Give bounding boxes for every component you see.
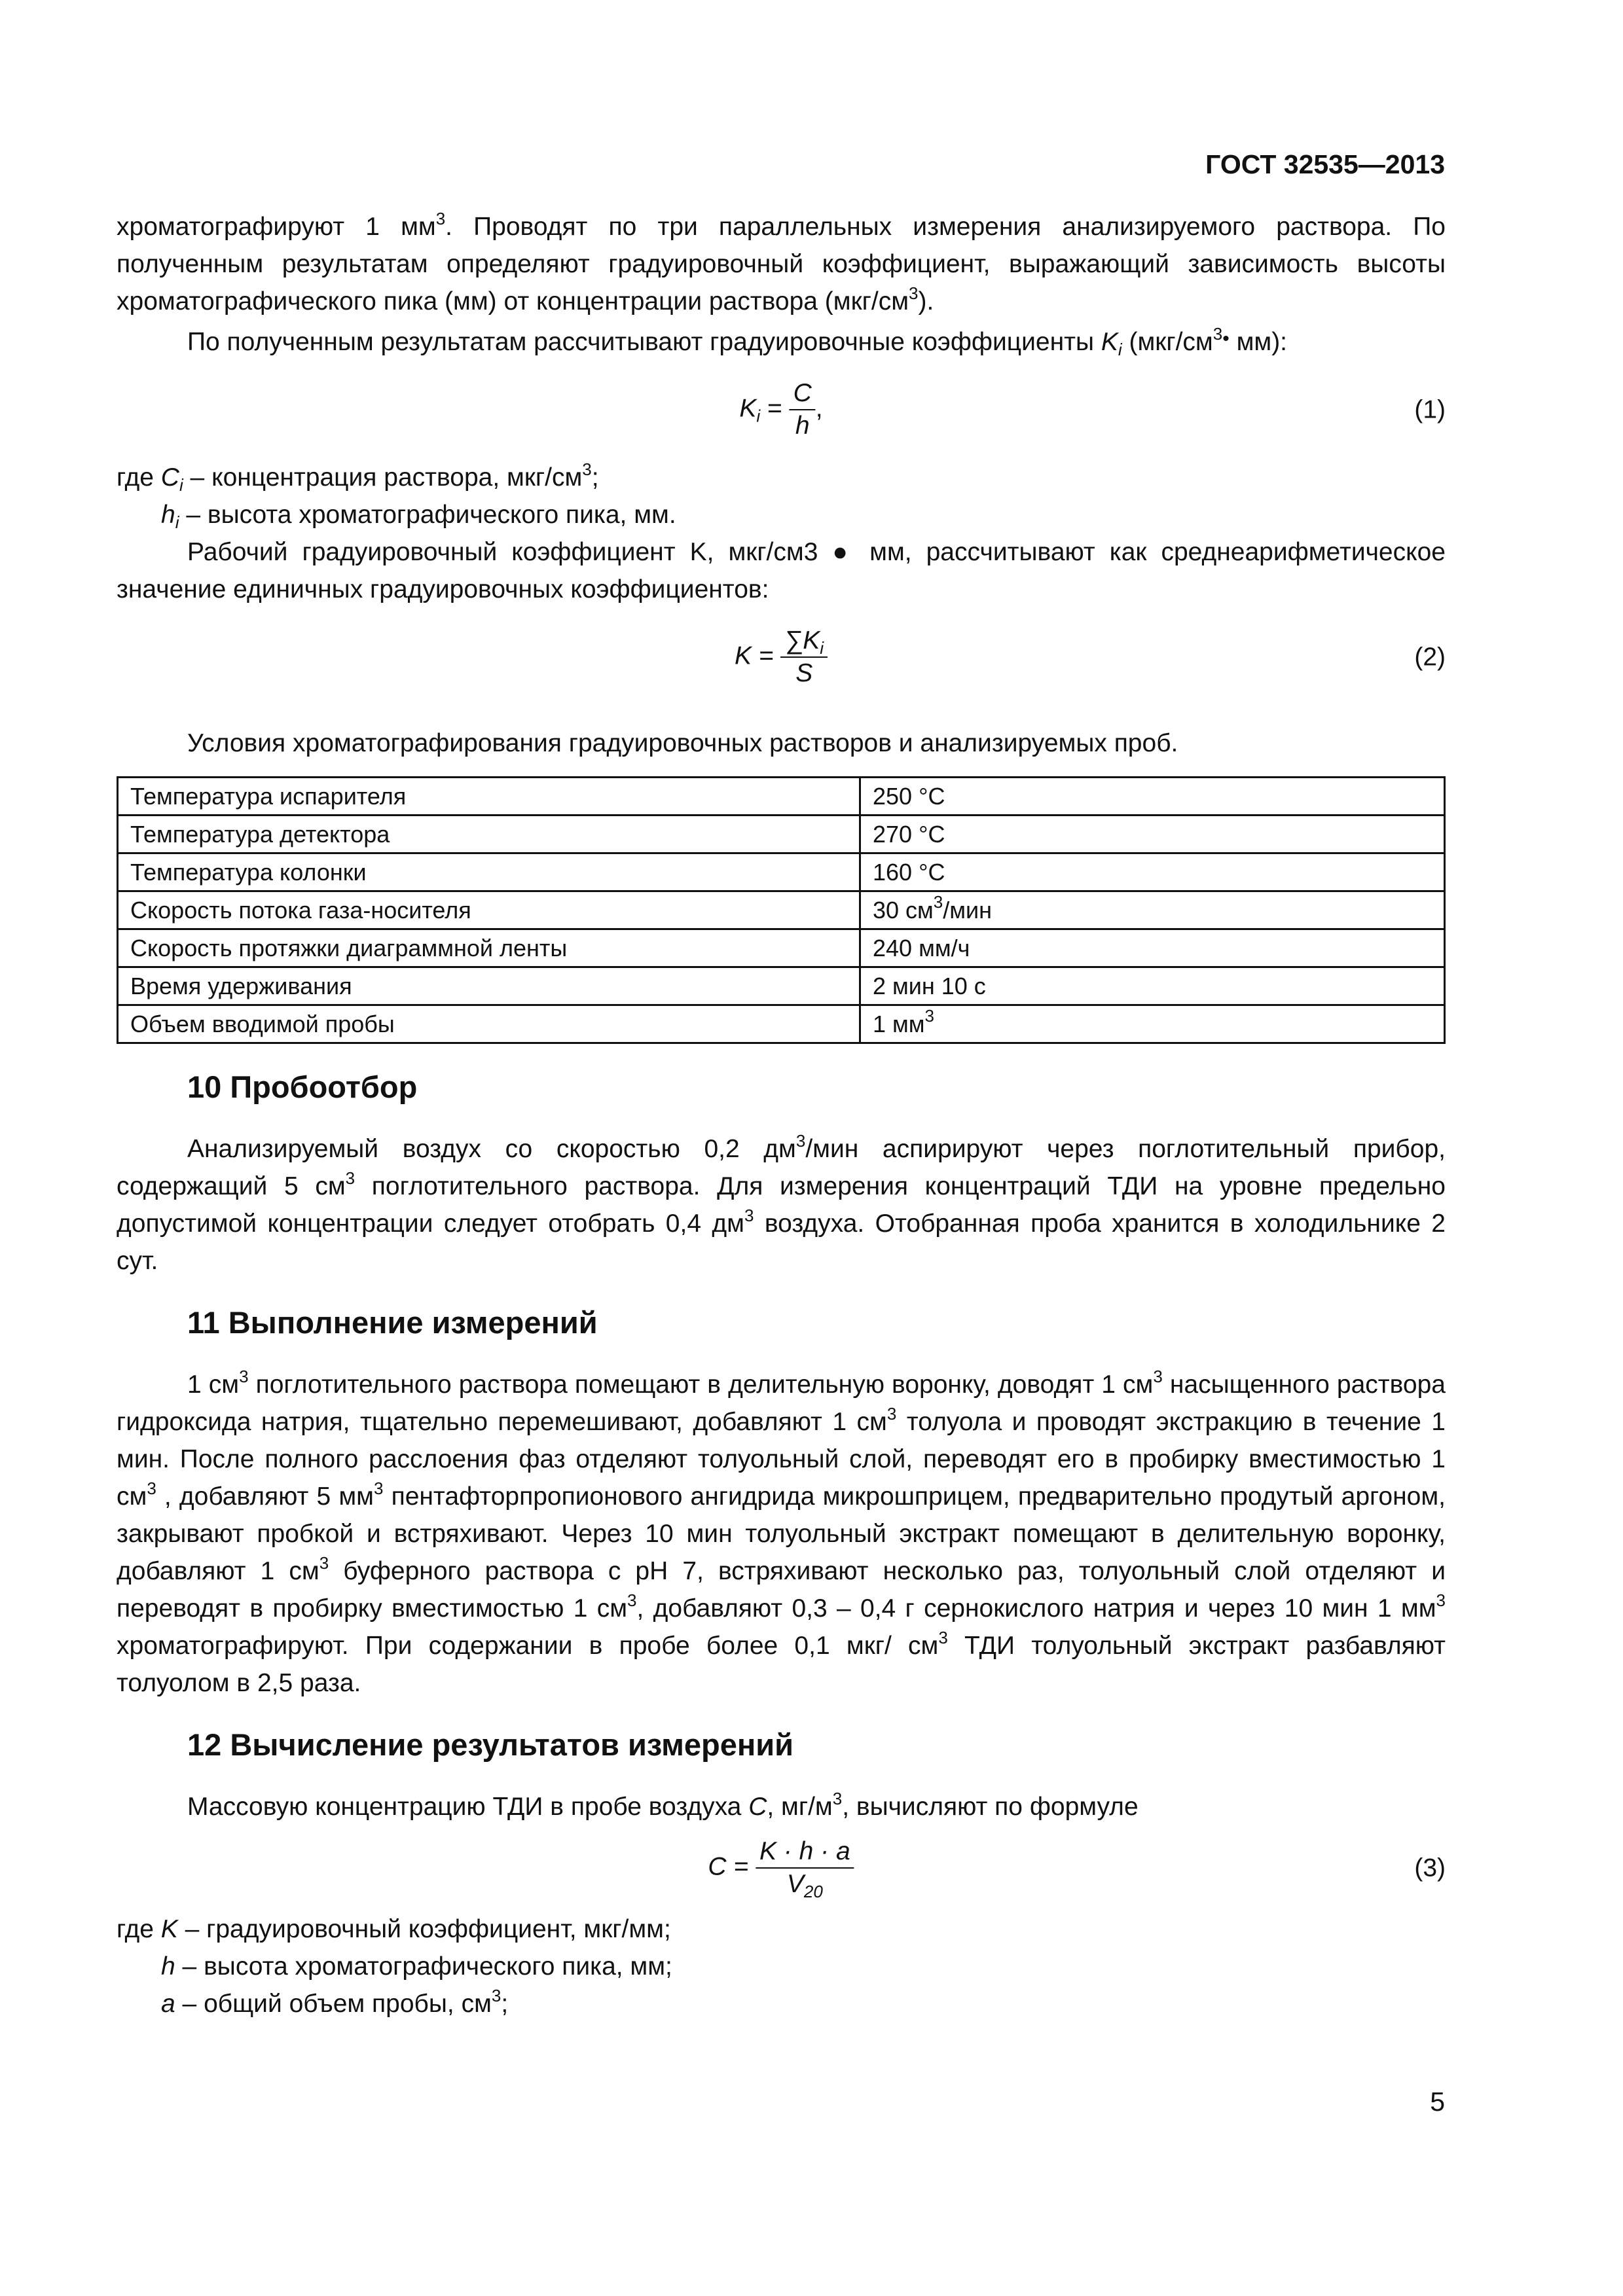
table-row [118,967,1445,1005]
table-row [118,816,1445,853]
paragraph-calculation: Массовую концентрацию ТДИ в пробе воздуха C, $мг/м^3$, вычисляют по формуле [187,1789,1139,1821]
param-cell: Время удерживания [118,967,860,1005]
formula-number: (3) [1414,1854,1446,1882]
where-line: h – высота хроматографического пика, мм; [161,1952,672,1981]
paragraph-working-coefficient: Рабочий градуировочный коэффициент K, мкг/см3 ● мм, рассчитывают как среднеарифметическое значение единичных градуировочных коэффициентов: [117,538,1446,603]
paragraph-measurements: 1 $см^3$ поглотительного раствора помещают в делительную воронку, доводят 1 $см^3$ насыщенного раствора гидроксида натрия, тщательно перемешивают, добавляют 1 $см^3$ толуола и проводят экстракцию в течение 1 мин. После полного расслоения фаз отделяют толуольный слой, переводят его в пробирку вместимостью 1 $см^3$ , добавляют 5 $мм^3$ пентафторпропионового ангидрида микрошприцем, предварительно продутый аргоном, закрывают пробкой и встряхивают. Через 10 мин толуольный экстракт помещают в делительную воронку, добавляют 1 $см^3$ буферного раствора с рН 7, встряхивают несколько раз, толуольный слой отделяют и переводят в пробирку вместимостью 1 $см^3$, добавляют 0,3 – 0,4 г сернокислого натрия и через 10 мин 1 $мм^3$ хроматографируют. При содержании в пробе более 0,1 мкг/ $см^3$ ТДИ толуольный экстракт разбавляют толуолом в 2,5 раза. [117,1367,1446,1697]
formula-1: $K_i$ = $\frac{C}{h}$ , (1) [739,379,1446,440]
value-cell: 160 °С [860,853,1445,891]
formula-3: C = $\frac{K \cdot h \cdot a}{V_{20}}$ (3) [708,1837,1446,1901]
formula-number: (2) [1414,643,1446,672]
value-cell: 250 °С [860,778,1445,816]
table-row [118,853,1445,891]
value-cell: 270 °С [860,816,1445,853]
param-cell: Температура детектора [118,816,860,853]
standard-number: ГОСТ 32535—2013 [1205,149,1445,179]
table-row [118,1005,1445,1043]
bullet-icon: • [1222,328,1230,350]
param-cell: Объем вводимой пробы [118,1005,860,1043]
formula-2: K = $\frac{\sum K_i}{S}$ (2) [734,626,1446,687]
param-cell: Скорость протяжки диаграммной ленты [118,929,860,967]
section-title: 11 Выполнение измерений [187,1305,598,1340]
conditions-table [117,776,1446,1044]
param-cell: Температура испарителя [118,778,860,816]
paragraph-coefficients: По полученным результатам рассчитывают градуировочные коэффициенты $K_i$ ($мкг/см^{3•}$ мм): [187,324,1288,359]
paragraph-calibration: хроматографируют 1 $мм^3$. Проводят по три параллельных измерения анализируемого раствора. По полученным результатам определяют градуировочный коэффициент, выражающий зависимость высоты хроматографического пика (мм) от концентрации раствора $(мкг/см^3)$. [117,209,1446,315]
table-row [118,891,1445,929]
page-number: 5 [1430,2087,1445,2117]
section-title: 10 Пробоотбор [187,1069,418,1104]
value-cell: 1 $мм^3$ [860,1005,1445,1043]
body-text [117,208,1446,2022]
where-line: $h_i$ – высота хроматографического пика, мм. [161,501,676,532]
where-line: a – общий объем пробы, $см^3$; [161,1986,509,2018]
formula-number: (1) [1414,395,1446,424]
param-cell: Скорость потока газа-носителя [118,891,860,929]
paragraph-conditions: Условия хроматографирования градуировочных растворов и анализируемых проб. [187,729,1178,757]
paragraph-sampling: Анализируемый воздух со скоростью 0,2 $дм^3$/мин аспирируют через поглотительный прибор, содержащий 5 $см^3$ поглотительного раствора. Для измерения концентраций ТДИ на уровне предельно допустимой концентрации следует отобрать 0,4 $дм^3$ воздуха. Отобранная проба хранится в холодильнике 2 сут. [117,1131,1446,1275]
where-line: где $C_i$ – концентрация раствора, мкг/$см^3$; [117,459,599,495]
value-cell: 30 $см^3$/мин [860,891,1445,929]
section-title: 12 Вычисление результатов измерений [187,1727,794,1762]
value-cell: 240 мм/ч [860,929,1445,967]
table-row [118,929,1445,967]
value-cell: 2 мин 10 с [860,967,1445,1005]
param-cell: Температура колонки [118,853,860,891]
where-line: где K – градуировочный коэффициент, мкг/мм; [117,1915,671,1943]
table-row [118,778,1445,816]
